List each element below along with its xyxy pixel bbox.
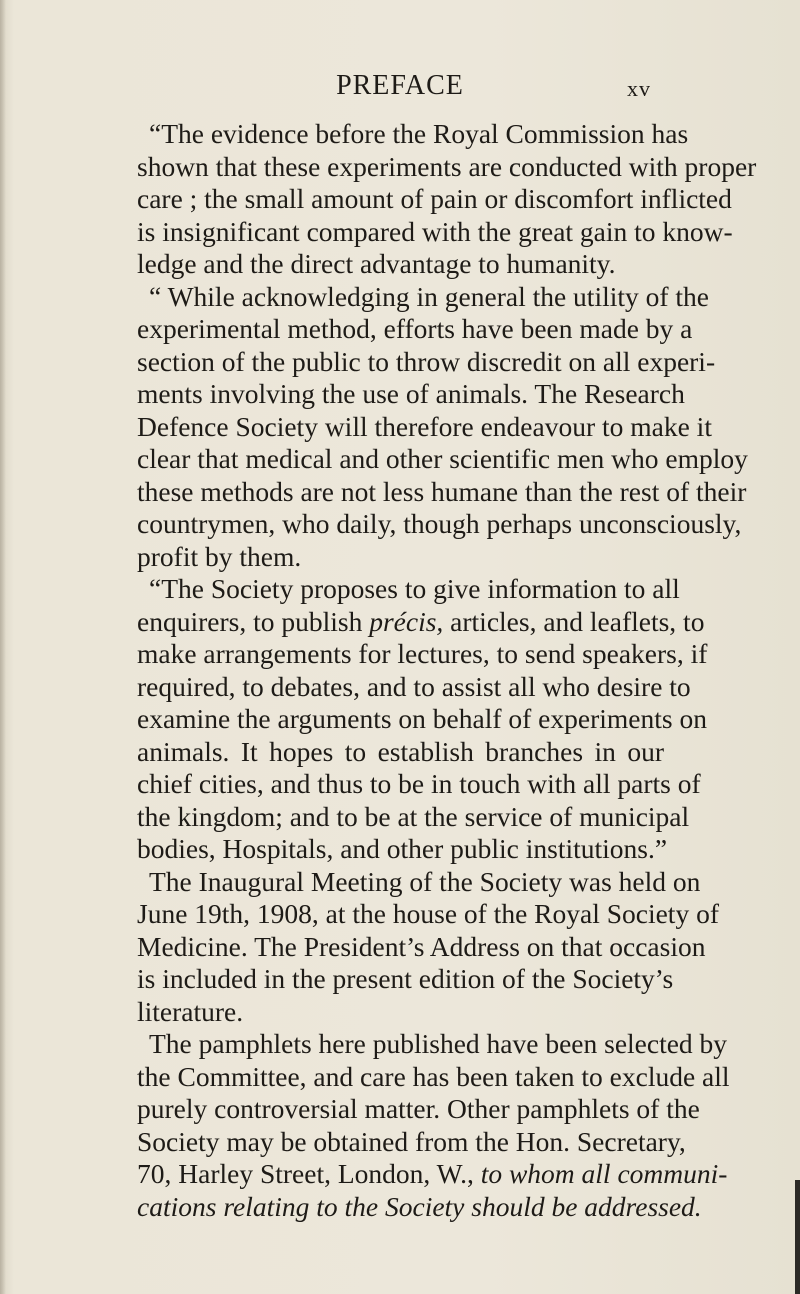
text-line [137, 605, 705, 639]
text-line [137, 768, 701, 801]
italic-text: cations relating to the Society should be addressed. [137, 1190, 702, 1222]
line-text: the Committee, and care has been taken to exclude all [137, 1060, 730, 1092]
text-line [137, 996, 664, 1029]
text-line [137, 963, 674, 996]
text-line [137, 1125, 686, 1159]
text-line [137, 345, 716, 379]
text-line [137, 638, 708, 671]
page-number: xv [627, 76, 651, 101]
text-line [137, 1093, 700, 1126]
text-line [137, 898, 719, 931]
line-text: clear that medical and other scientific men who employ [137, 443, 748, 474]
text-line [137, 573, 680, 606]
text-line [137, 475, 747, 509]
text-line [137, 865, 701, 899]
text-line [137, 1158, 728, 1191]
text-line [137, 1028, 728, 1061]
text-line [137, 541, 664, 574]
line-text: the kingdom; and to be at the service of municipal [137, 800, 690, 832]
text-line [137, 1060, 730, 1094]
text-line [137, 443, 748, 476]
line-text: experimental method, efforts have been made by a [137, 313, 693, 344]
text-line [137, 800, 690, 834]
line-text: Society may be obtained from the Hon. Secretary, [137, 1125, 686, 1157]
line-text: Medicine. The President’s Address on that occasion [137, 930, 706, 962]
text-line [137, 313, 693, 346]
line-text-after: articles, and leaflets, to [443, 605, 705, 637]
line-text: profit by them. [137, 540, 302, 572]
line-text: literature. [137, 995, 244, 1027]
text-line [137, 183, 732, 216]
text-line [137, 248, 664, 281]
line-text: “The Society proposes to give information to all [149, 573, 680, 604]
text-line [137, 1190, 702, 1224]
line-text: ledge and the direct advantage to humanity. [137, 248, 616, 279]
preface-body [137, 118, 757, 1223]
text-line [137, 378, 685, 411]
line-text: ments involving the use of animals. The Research [137, 378, 685, 409]
text-line [137, 508, 742, 541]
running-title: PREFACE [336, 70, 464, 101]
line-text: The Inaugural Meeting of the Society was held on [149, 865, 701, 897]
text-line [137, 410, 712, 444]
line-text: is included in the present edition of the Society’s [137, 963, 674, 994]
text-line [137, 118, 689, 151]
italic-text: précis, [369, 605, 444, 637]
line-text: “ While acknowledging in general the utility of the [149, 280, 710, 312]
text-line [137, 703, 707, 736]
line-text: purely controversial matter. Other pamphlets of the [137, 1093, 700, 1124]
line-text: these methods are not less humane than the rest of their [137, 475, 747, 507]
text-line [137, 150, 757, 184]
text-line [137, 833, 668, 866]
line-text: bodies, Hospitals, and other public institutions.” [137, 833, 668, 864]
line-text: shown that these experiments are conducted with proper [137, 150, 757, 182]
line-text: June 19th, 1908, at the house of the Royal Society of [137, 898, 719, 929]
line-text: 70, Harley Street, London, W., [137, 1158, 481, 1189]
gutter-shadow [0, 0, 6, 1294]
line-text: make arrangements for lectures, to send speakers, if [137, 638, 708, 669]
text-line [137, 670, 691, 704]
line-text: The pamphlets here published have been selected by [149, 1028, 728, 1059]
page-header [0, 70, 800, 110]
text-line [137, 280, 710, 314]
line-text: Defence Society will therefore endeavour to make it [137, 410, 712, 442]
line-text: required, to debates, and to assist all who desire to [137, 670, 691, 702]
text-line [137, 930, 706, 964]
text-line [137, 215, 733, 249]
italic-text: to whom all communi- [480, 1158, 728, 1189]
line-text: chief cities, and thus to be in touch with all parts of [137, 768, 701, 799]
line-text: section of the public to throw discredit on all experi- [137, 345, 716, 377]
line-text: examine the arguments on behalf of experiments on [137, 703, 707, 734]
line-text: countrymen, who daily, though perhaps unconsciously, [137, 508, 742, 539]
line-text: animals. It hopes to establish branches in our [137, 735, 664, 767]
line-text: is insignificant compared with the great gain to know- [137, 215, 733, 247]
text-line [137, 736, 664, 769]
line-text: “The evidence before the Royal Commission has [149, 118, 689, 149]
page-edge [795, 1180, 800, 1294]
line-text: care ; the small amount of pain or discomfort inflicted [137, 183, 732, 214]
line-text: enquirers, to publish [137, 605, 370, 637]
